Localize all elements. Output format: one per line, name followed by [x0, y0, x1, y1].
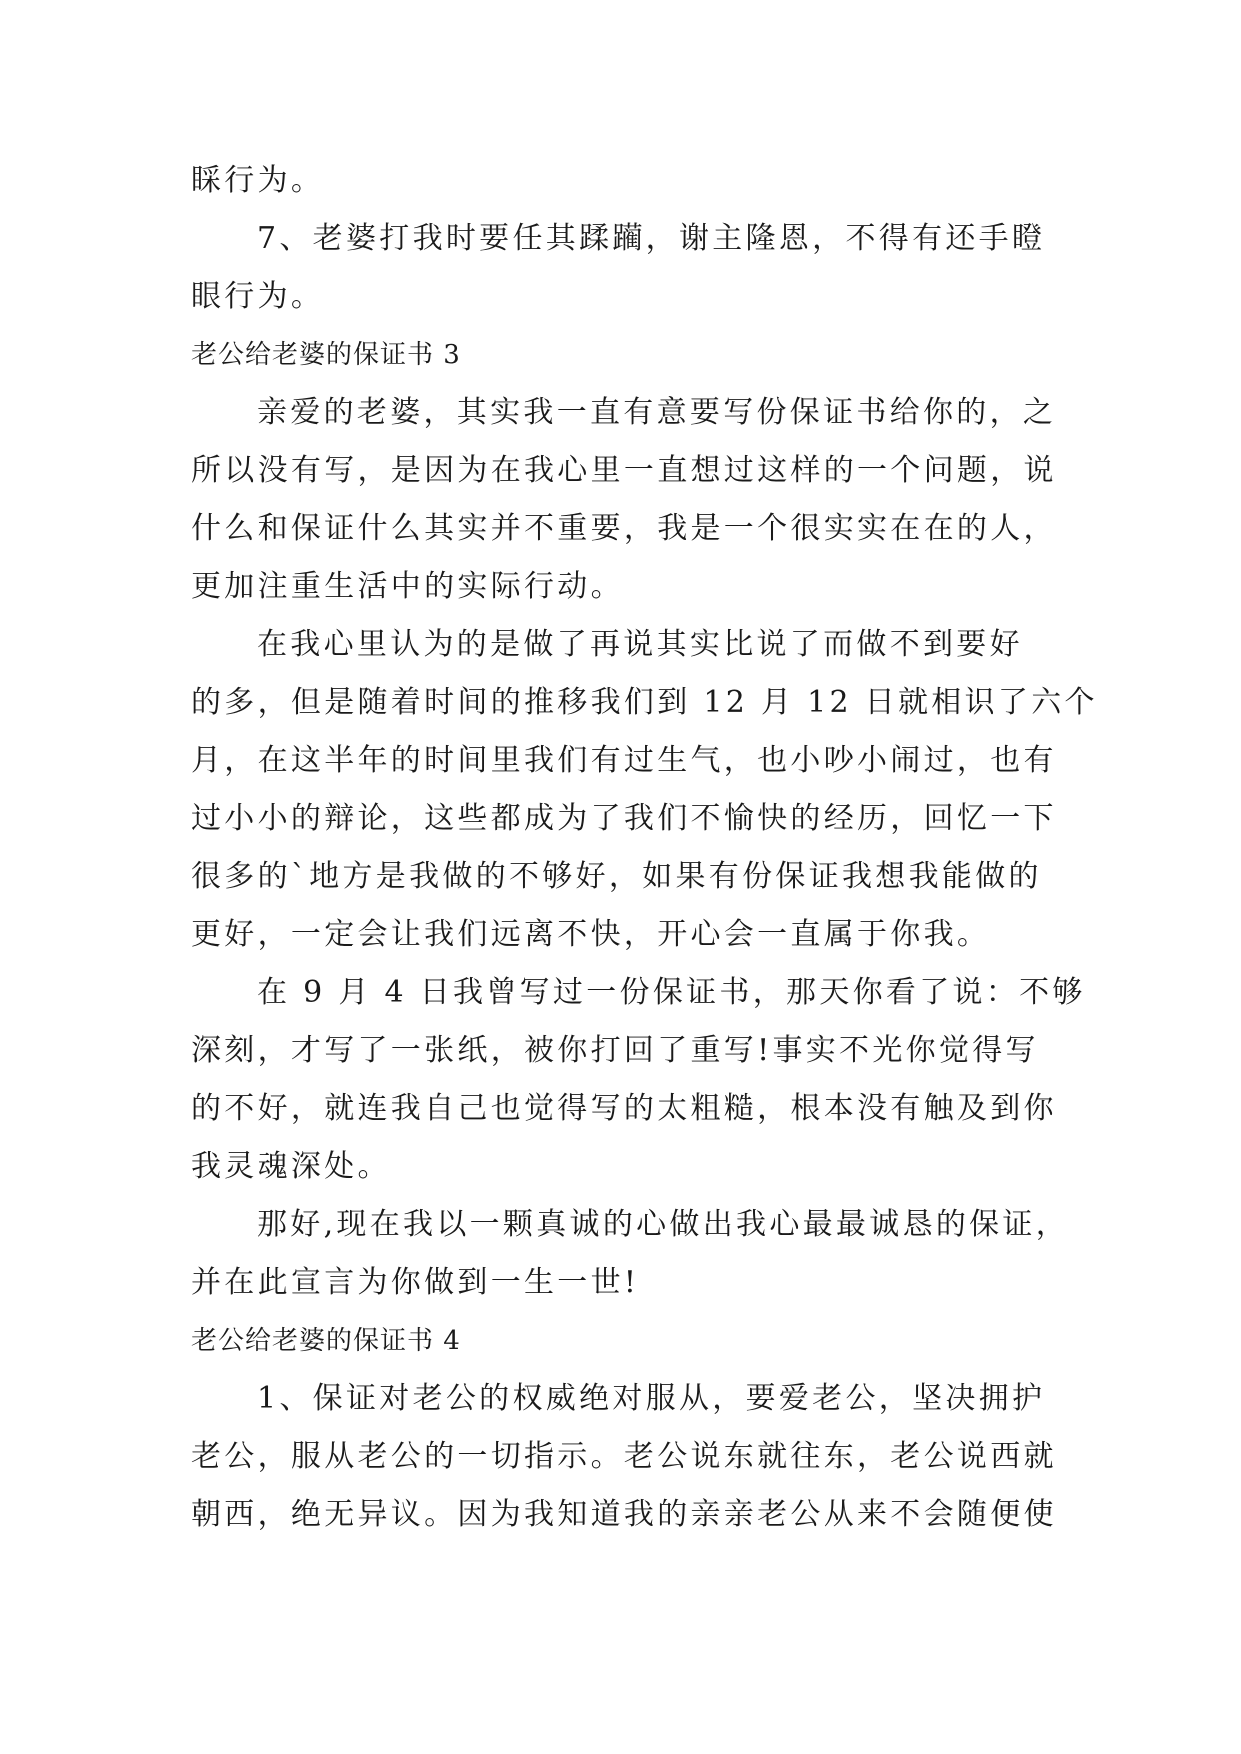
paragraph	[191, 1196, 1070, 1312]
paragraph	[191, 964, 1086, 1196]
text-line: 深刻，才写了一张纸，被你打回了重写!事实不光你觉得写	[191, 1033, 1039, 1068]
paragraph	[191, 1370, 1059, 1544]
document-page	[191, 152, 1098, 1544]
text-line: 的不好，就连我自己也觉得写的太粗糙，根本没有触及到你	[191, 1091, 1057, 1126]
paragraph-item-7	[191, 210, 1059, 326]
text-line: 1、保证对老公的权威绝对服从，要爱老公，坚决拥护	[257, 1381, 1046, 1416]
text-line: 朝西，绝无异议。因为我知道我的亲亲老公从来不会随便使	[191, 1497, 1057, 1532]
text-line: 老公，服从老公的一切指示。老公说东就往东，老公说西就	[191, 1439, 1057, 1474]
text-line: 那好,现在我以一颗真诚的心做出我心最最诚恳的保证，	[257, 1207, 1070, 1242]
text-line: 更加注重生活中的实际行动。	[191, 569, 624, 604]
text-line: 睬行为。	[191, 163, 325, 198]
text-line: 所以没有写，是因为在我心里一直想过这样的一个问题，说	[191, 453, 1057, 488]
text-line: 并在此宣言为你做到一生一世!	[191, 1265, 640, 1300]
text-line: 在 9 月 4 日我曾写过一份保证书，那天你看了说：不够	[257, 975, 1086, 1010]
text-line: 7、老婆打我时要任其蹂躏，谢主隆恩，不得有还手瞪	[257, 221, 1046, 256]
paragraph-continued	[191, 152, 1059, 210]
text-line: 更好，一定会让我们远离不快，开心会一直属于你我。	[191, 917, 991, 952]
section-heading-3: 老公给老婆的保证书 3	[191, 340, 461, 370]
paragraph	[191, 616, 1098, 964]
text-line: 我灵魂深处。	[191, 1149, 391, 1184]
text-line: 什么和保证什么其实并不重要，我是一个很实实在在的人，	[191, 511, 1057, 546]
text-line: 很多的`地方是我做的不够好，如果有份保证我想我能做的	[191, 859, 1042, 894]
text-line: 的多，但是随着时间的推移我们到 12 月 12 日就相识了六个	[191, 685, 1098, 720]
text-line: 在我心里认为的是做了再说其实比说了而做不到要好	[257, 627, 1023, 662]
text-line: 月，在这半年的时间里我们有过生气，也小吵小闹过，也有	[191, 743, 1057, 778]
text-line: 亲爱的老婆，其实我一直有意要写份保证书给你的，之	[257, 395, 1057, 430]
paragraph	[191, 384, 1059, 616]
text-line: 过小小的辩论，这些都成为了我们不愉快的经历，回忆一下	[191, 801, 1057, 836]
text-line: 眼行为。	[191, 279, 325, 314]
section-heading-4: 老公给老婆的保证书 4	[191, 1326, 461, 1356]
